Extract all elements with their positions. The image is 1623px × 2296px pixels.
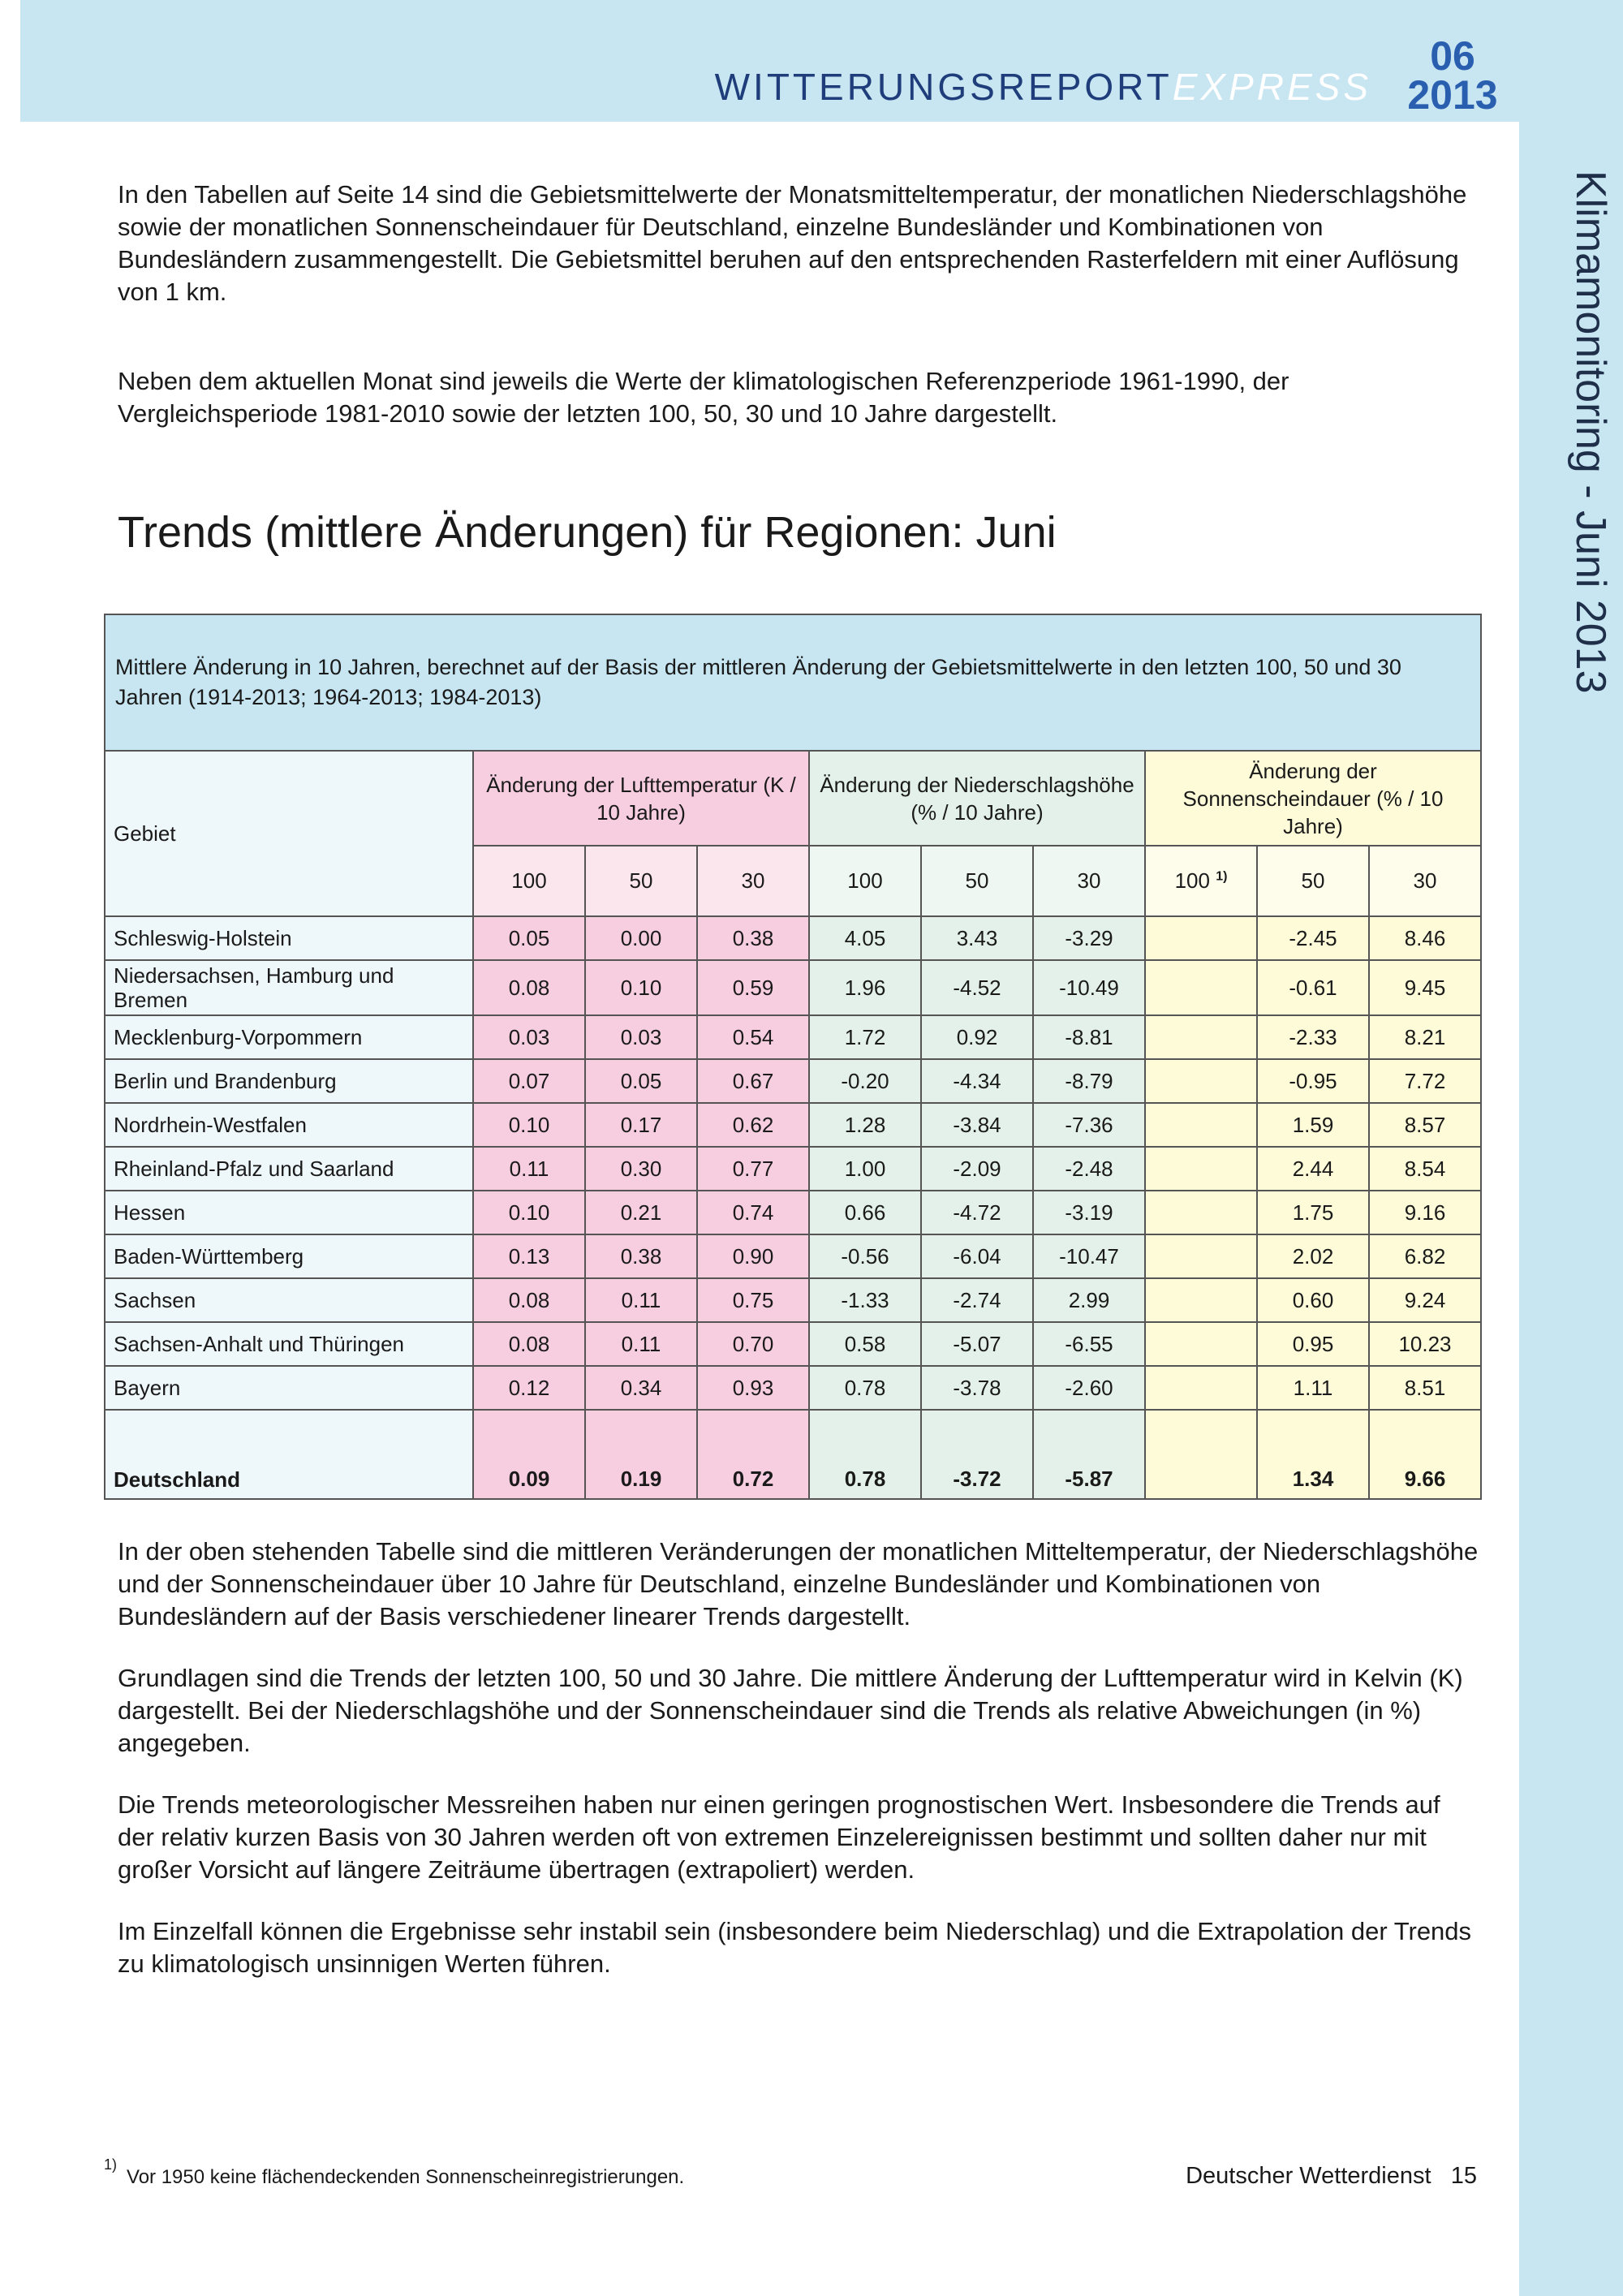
region-name: Rheinland-Pfalz und Saarland — [105, 1147, 473, 1191]
subheader-sun-50: 50 — [1257, 846, 1369, 916]
region-name: Mecklenburg-Vorpommern — [105, 1015, 473, 1059]
value-s50: 2.44 — [1257, 1147, 1369, 1191]
table-total-row — [105, 1410, 1481, 1499]
table-row — [105, 1015, 1481, 1059]
issue-number — [1404, 33, 1501, 118]
column-header-gebiet: Gebiet — [105, 751, 473, 916]
value-s50: -2.33 — [1257, 1015, 1369, 1059]
value-s30: 9.45 — [1369, 960, 1481, 1015]
region-name: Deutschland — [105, 1410, 473, 1499]
value-p30: -5.87 — [1033, 1410, 1145, 1499]
value-t100: 0.08 — [473, 1278, 585, 1322]
value-t50: 0.30 — [585, 1147, 697, 1191]
region-name: Nordrhein-Westfalen — [105, 1103, 473, 1147]
value-s100 — [1145, 1234, 1257, 1278]
subheader-sun-100 — [1145, 846, 1257, 916]
value-p100: -1.33 — [809, 1278, 921, 1322]
group-header-sunshine: Änderung der Sonnenscheindauer (% / 10 Jahre) — [1145, 751, 1481, 846]
region-name: Sachsen — [105, 1278, 473, 1322]
footnote — [104, 2156, 685, 2189]
value-p50: -4.34 — [921, 1059, 1033, 1103]
region-name: Baden-Württemberg — [105, 1234, 473, 1278]
report-title-accent: EXPRESS — [1172, 66, 1371, 108]
value-p100: 1.00 — [809, 1147, 921, 1191]
value-p50: -4.52 — [921, 960, 1033, 1015]
footnote-text: Vor 1950 keine flächendeckenden Sonnenscheinregistrierungen. — [127, 2166, 685, 2188]
value-s30: 10.23 — [1369, 1322, 1481, 1366]
value-s100 — [1145, 916, 1257, 960]
value-s30: 6.82 — [1369, 1234, 1481, 1278]
report-title — [715, 65, 1371, 109]
region-name: Bayern — [105, 1366, 473, 1410]
value-s30: 8.21 — [1369, 1015, 1481, 1059]
value-p50: -2.74 — [921, 1278, 1033, 1322]
value-p30: -7.36 — [1033, 1103, 1145, 1147]
value-p100: 0.58 — [809, 1322, 921, 1366]
value-s100 — [1145, 1059, 1257, 1103]
subheader-sun-100-label: 100 — [1174, 868, 1210, 893]
value-t30: 0.75 — [697, 1278, 809, 1322]
table-row — [105, 960, 1481, 1015]
subheader-sun-30: 30 — [1369, 846, 1481, 916]
value-t30: 0.72 — [697, 1410, 809, 1499]
trend-table — [104, 614, 1482, 1500]
value-p50: -3.72 — [921, 1410, 1033, 1499]
table-row — [105, 1322, 1481, 1366]
value-s100 — [1145, 960, 1257, 1015]
page-footer — [1186, 2163, 1477, 2190]
value-s100 — [1145, 1278, 1257, 1322]
page-number: 15 — [1450, 2163, 1477, 2189]
region-name: Sachsen-Anhalt und Thüringen — [105, 1322, 473, 1366]
value-s100 — [1145, 1191, 1257, 1234]
value-t30: 0.38 — [697, 916, 809, 960]
value-s30: 9.24 — [1369, 1278, 1481, 1322]
table-row — [105, 1278, 1481, 1322]
value-p100: 1.96 — [809, 960, 921, 1015]
value-t100: 0.09 — [473, 1410, 585, 1499]
subheader-prec-50: 50 — [921, 846, 1033, 916]
value-s50: -2.45 — [1257, 916, 1369, 960]
value-p100: 1.28 — [809, 1103, 921, 1147]
value-t50: 0.21 — [585, 1191, 697, 1234]
subheader-temp-50: 50 — [585, 846, 697, 916]
section-heading: Trends (mittlere Änderungen) für Regionen: Juni — [118, 508, 1057, 557]
value-t50: 0.38 — [585, 1234, 697, 1278]
value-p100: 0.66 — [809, 1191, 921, 1234]
value-t100: 0.08 — [473, 1322, 585, 1366]
value-p50: -6.04 — [921, 1234, 1033, 1278]
value-p50: 0.92 — [921, 1015, 1033, 1059]
value-t100: 0.10 — [473, 1103, 585, 1147]
table-row — [105, 1234, 1481, 1278]
intro-paragraph-1: In den Tabellen auf Seite 14 sind die Gebietsmittelwerte der Monatsmitteltemperatur, der monatlichen Niederschlagshöhe sowie der monatlichen Sonnenscheindauer für Deutschland, einzelne Bundesländer und Kombinationen von Bundesländern zusammengestellt. Die Gebietsmittel beruhen auf den entsprechenden Rasterfeldern mit einer Auflösung von 1 km. — [118, 180, 1467, 306]
subheader-sun-100-footnote: 1) — [1216, 869, 1228, 884]
subheader-temp-30: 30 — [697, 846, 809, 916]
value-s30: 8.54 — [1369, 1147, 1481, 1191]
issue-month: 06 — [1430, 33, 1475, 79]
value-p30: 2.99 — [1033, 1278, 1145, 1322]
region-name: Schleswig-Holstein — [105, 916, 473, 960]
table-body — [105, 916, 1481, 1499]
value-p50: -3.84 — [921, 1103, 1033, 1147]
value-s50: 1.59 — [1257, 1103, 1369, 1147]
value-t100: 0.10 — [473, 1191, 585, 1234]
trend-table-wrapper — [104, 614, 1482, 1500]
value-t50: 0.17 — [585, 1103, 697, 1147]
value-t30: 0.93 — [697, 1366, 809, 1410]
value-p30: -6.55 — [1033, 1322, 1145, 1366]
value-p30: -3.29 — [1033, 916, 1145, 960]
value-p30: -10.47 — [1033, 1234, 1145, 1278]
value-p50: -5.07 — [921, 1322, 1033, 1366]
value-t100: 0.07 — [473, 1059, 585, 1103]
value-p30: -2.48 — [1033, 1147, 1145, 1191]
value-p50: -3.78 — [921, 1366, 1033, 1410]
group-header-temperature: Änderung der Lufttemperatur (K / 10 Jahre) — [473, 751, 809, 846]
body-paragraph-2: Grundlagen sind die Trends der letzten 100, 50 und 30 Jahre. Die mittlere Änderung der Lufttemperatur wird in Kelvin (K) dargestellt. Bei der Niederschlagshöhe und der Sonnenscheindauer sind die Trends als relative Abweichungen (in %) angegeben. — [118, 1664, 1463, 1757]
region-name: Berlin und Brandenburg — [105, 1059, 473, 1103]
value-t50: 0.03 — [585, 1015, 697, 1059]
value-s30: 8.46 — [1369, 916, 1481, 960]
value-t100: 0.03 — [473, 1015, 585, 1059]
table-row — [105, 1103, 1481, 1147]
value-p100: -0.56 — [809, 1234, 921, 1278]
value-s50: 0.95 — [1257, 1322, 1369, 1366]
table-caption: Mittlere Änderung in 10 Jahren, berechnet auf der Basis der mittleren Änderung der Gebietsmittelwerte in den letzten 100, 50 und 30 Jahren (1914-2013; 1964-2013; 1984-2013) — [105, 614, 1481, 751]
value-p50: 3.43 — [921, 916, 1033, 960]
group-header-precipitation: Änderung der Niederschlagshöhe (% / 10 Jahre) — [809, 751, 1145, 846]
value-p100: 1.72 — [809, 1015, 921, 1059]
value-p100: 0.78 — [809, 1366, 921, 1410]
value-p30: -3.19 — [1033, 1191, 1145, 1234]
value-t50: 0.19 — [585, 1410, 697, 1499]
body-paragraph-1: In der oben stehenden Tabelle sind die mittleren Veränderungen der monatlichen Mitteltemperatur, der Niederschlagshöhe und der Sonnenscheindauer über 10 Jahre für Deutschland, einzelne Bundesländer und Kombinationen von Bundesländern auf der Basis verschiedener linearer Trends dargestellt. — [118, 1537, 1479, 1630]
value-t30: 0.67 — [697, 1059, 809, 1103]
value-s100 — [1145, 1322, 1257, 1366]
value-t30: 0.54 — [697, 1015, 809, 1059]
value-s30: 8.51 — [1369, 1366, 1481, 1410]
subheader-prec-100: 100 — [809, 846, 921, 916]
footnote-marker: 1) — [104, 2156, 118, 2173]
table-row — [105, 916, 1481, 960]
table-row — [105, 1366, 1481, 1410]
value-s30: 9.66 — [1369, 1410, 1481, 1499]
table-row — [105, 1191, 1481, 1234]
value-t100: 0.05 — [473, 916, 585, 960]
body-paragraph-3: Die Trends meteorologischer Messreihen haben nur einen geringen prognostischen Wert. Insbesondere die Trends auf der relativ kurzen Basis von 30 Jahren werden oft von extremen Einzelereignissen bestimmt und sollten daher nur mit großer Vorsicht auf längere Zeiträume übertragen (extrapoliert) werden. — [118, 1790, 1440, 1884]
value-t30: 0.77 — [697, 1147, 809, 1191]
value-p100: 4.05 — [809, 916, 921, 960]
value-s50: 1.75 — [1257, 1191, 1369, 1234]
value-s50: 2.02 — [1257, 1234, 1369, 1278]
value-s100 — [1145, 1366, 1257, 1410]
value-s30: 9.16 — [1369, 1191, 1481, 1234]
value-s50: -0.61 — [1257, 960, 1369, 1015]
value-t50: 0.11 — [585, 1322, 697, 1366]
value-p100: 0.78 — [809, 1410, 921, 1499]
value-p30: -10.49 — [1033, 960, 1145, 1015]
value-t100: 0.11 — [473, 1147, 585, 1191]
value-t50: 0.11 — [585, 1278, 697, 1322]
value-t30: 0.70 — [697, 1322, 809, 1366]
value-p30: -8.79 — [1033, 1059, 1145, 1103]
value-s50: 1.11 — [1257, 1366, 1369, 1410]
value-s100 — [1145, 1147, 1257, 1191]
value-p50: -2.09 — [921, 1147, 1033, 1191]
value-s100 — [1145, 1015, 1257, 1059]
subheader-prec-30: 30 — [1033, 846, 1145, 916]
value-t30: 0.62 — [697, 1103, 809, 1147]
value-t30: 0.74 — [697, 1191, 809, 1234]
value-t30: 0.59 — [697, 960, 809, 1015]
sidebar-title: Klimamonitoring - Juni 2013 — [1567, 170, 1614, 694]
value-s50: 0.60 — [1257, 1278, 1369, 1322]
value-t50: 0.00 — [585, 916, 697, 960]
value-p50: -4.72 — [921, 1191, 1033, 1234]
publisher-name: Deutscher Wetterdienst — [1186, 2163, 1431, 2189]
value-t30: 0.90 — [697, 1234, 809, 1278]
value-p30: -2.60 — [1033, 1366, 1145, 1410]
value-p30: -8.81 — [1033, 1015, 1145, 1059]
value-t50: 0.34 — [585, 1366, 697, 1410]
value-t50: 0.10 — [585, 960, 697, 1015]
region-name: Hessen — [105, 1191, 473, 1234]
value-t50: 0.05 — [585, 1059, 697, 1103]
region-name: Niedersachsen, Hamburg und Bremen — [105, 960, 473, 1015]
value-p100: -0.20 — [809, 1059, 921, 1103]
value-s50: 1.34 — [1257, 1410, 1369, 1499]
intro-paragraph-2: Neben dem aktuellen Monat sind jeweils die Werte der klimatologischen Referenzperiode 1961-1990, der Vergleichsperiode 1981-2010 sowie der letzten 100, 50, 30 und 10 Jahre dargestellt. — [118, 367, 1289, 428]
value-s100 — [1145, 1410, 1257, 1499]
value-s100 — [1145, 1103, 1257, 1147]
table-row — [105, 1059, 1481, 1103]
subheader-temp-100: 100 — [473, 846, 585, 916]
value-t100: 0.13 — [473, 1234, 585, 1278]
value-t100: 0.08 — [473, 960, 585, 1015]
value-s30: 7.72 — [1369, 1059, 1481, 1103]
value-t100: 0.12 — [473, 1366, 585, 1410]
issue-year: 2013 — [1407, 72, 1498, 118]
report-title-main: WITTERUNGSREPORT — [714, 66, 1173, 108]
table-row — [105, 1147, 1481, 1191]
body-paragraph-4: Im Einzelfall können die Ergebnisse sehr instabil sein (insbesondere beim Niederschlag) und die Extrapolation der Trends zu klimatologisch unsinnigen Werten führen. — [118, 1917, 1472, 1978]
value-s30: 8.57 — [1369, 1103, 1481, 1147]
value-s50: -0.95 — [1257, 1059, 1369, 1103]
